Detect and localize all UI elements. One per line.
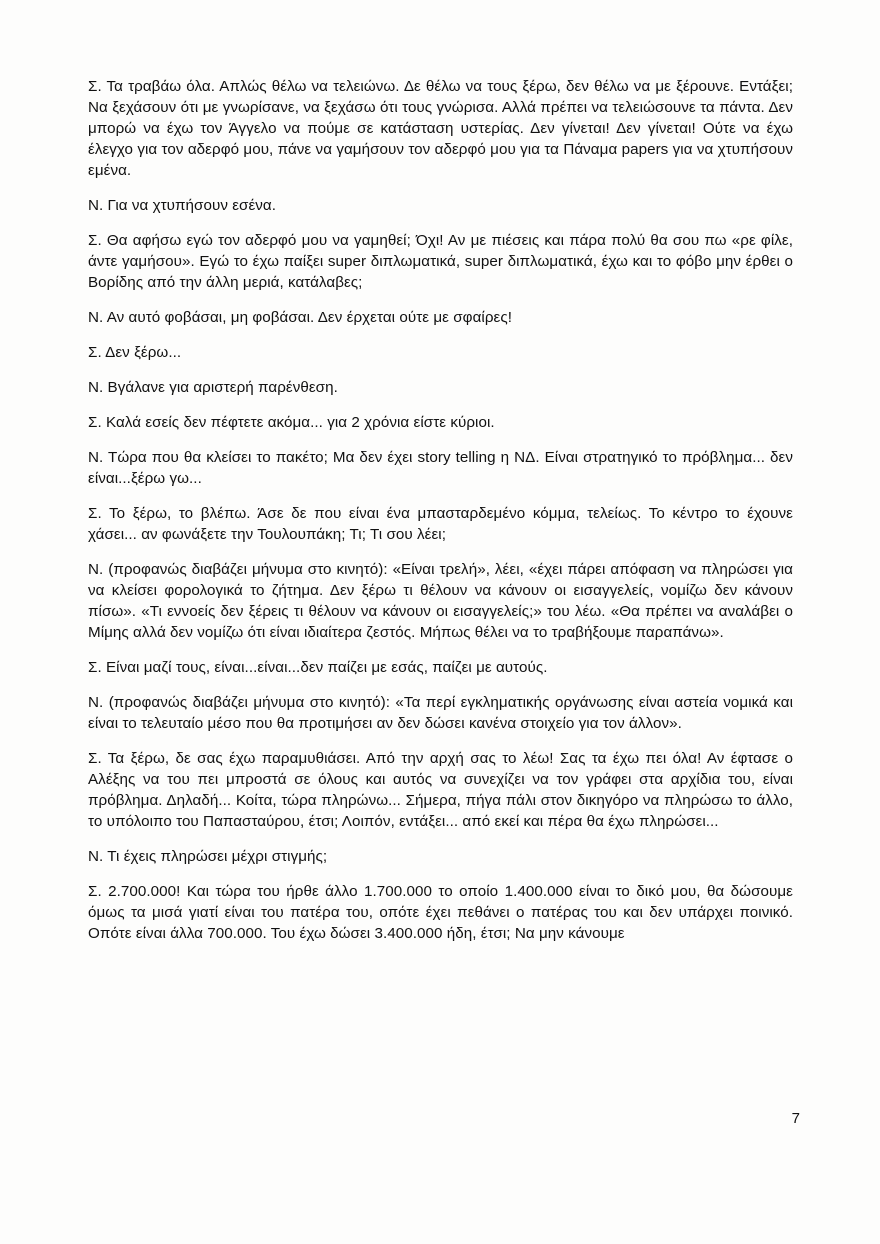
paragraph-1: Σ. Τα τραβάω όλα. Απλώς θέλω να τελειώνω. Δε θέλω να τους ξέρω, δεν θέλω να με ξέρουνε. Εντάξει; Να ξεχάσουν ότι με γνωρίσανε, να ξεχάσω ότι τους γνώρισα. Αλλά πρέπει να τελειώσουνε τα πάντα. Δεν μπορώ να έχω τον Άγγελο να πούμε σε κατάσταση υστερίας. Δεν γίνεται! Δεν γίνεται! Ούτε να έχω έλεγχο για τον αδερφό μου, πάνε να γαμήσουν τον αδερφό μου για τα Πάναμα papers για να χτυπήσουν εμένα. bbox=[88, 78, 793, 179]
paragraph-12: Ν. (προφανώς διαβάζει μήνυμα στο κινητό): «Τα περί εγκληματικής οργάνωσης είναι αστεία νομικά και είναι το τελευταίο μέσο που θα προτιμήσει αν δεν δώσει κανένα στοιχείο για τον άλλον». bbox=[88, 694, 793, 732]
paragraph-3: Σ. Θα αφήσω εγώ τον αδερφό μου να γαμηθεί; Όχι! Αν με πιέσεις και πάρα πολύ θα σου πω «ρε φίλε, άντε γαμήσου». Εγώ το έχω παίξει super διπλωματικά, super διπλωματικά, έχω και το φόβο μην έρθει ο Βορίδης από την άλλη μεριά, κατάλαβες; bbox=[88, 232, 793, 291]
paragraph-2: Ν. Για να χτυπήσουν εσένα. bbox=[88, 197, 277, 214]
paragraph-14: Ν. Τι έχεις πληρώσει μέχρι στιγμής; bbox=[88, 848, 328, 865]
paragraph-9: Σ. Το ξέρω, το βλέπω. Άσε δε που είναι ένα μπασταρδεμένο κόμμα, τελείως. Το κέντρο το έχουνε χάσει... αν φωνάξετε την Τουλουπάκη; Τι; Τι σου λέει; bbox=[88, 505, 793, 543]
paragraph-11: Σ. Είναι μαζί τους, είναι...είναι...δεν παίζει με εσάς, παίζει με αυτούς. bbox=[88, 659, 548, 676]
paragraph-6: Ν. Βγάλανε για αριστερή παρένθεση. bbox=[88, 379, 338, 396]
paragraph-10: Ν. (προφανώς διαβάζει μήνυμα στο κινητό): «Είναι τρελή», λέει, «έχει πάρει απόφαση να πληρώσει για να κλείσει φορολογικά το ζήτημα. Δεν ξέρω τι θέλουν να κάνουν οι εισαγγελείς, νομίζω δεν κάνουν πίσω». «Τι εννοείς δεν ξέρεις τι θέλουν να κάνουν οι εισαγγελείς;» του λέω. «Θα πρέπει να αναλάβει ο Μίμης αλλά δεν νομίζω ότι είναι ιδιαίτερα ζεστός. Μήπως θέλει να το τραβήξουμε παραπάνω». bbox=[88, 561, 793, 641]
paragraph-8: Ν. Τώρα που θα κλείσει το πακέτο; Μα δεν έχει story telling η ΝΔ. Είναι στρατηγικό το πρόβλημα... δεν είναι...ξέρω γω... bbox=[88, 449, 793, 487]
paragraph-7: Σ. Καλά εσείς δεν πέφτετε ακόμα... για 2 χρόνια είστε κύριοι. bbox=[88, 414, 495, 431]
paragraph-5: Σ. Δεν ξέρω... bbox=[88, 344, 182, 361]
transcript-body bbox=[88, 76, 793, 958]
paragraph-13: Σ. Τα ξέρω, δε σας έχω παραμυθιάσει. Από την αρχή σας το λέω! Σας τα έχω πει όλα! Αν έφτασε ο Αλέξης να του πει μπροστά σε όλους και αυτός να συνεχίζει να τον γράφει στα αρχίδια του, είναι πρόβλημα. Δηλαδή... Κοίτα, τώρα πληρώνω... Σήμερα, πήγα πάλι στον δικηγόρο να πληρώσω το άλλο, το υπόλοιπο του Παπασταύρου, έτσι; Λοιπόν, εντάξει... από εκεί και πέρα θα έχω πληρώσει... bbox=[88, 750, 793, 830]
paragraph-15: Σ. 2.700.000! Και τώρα του ήρθε άλλο 1.700.000 το οποίο 1.400.000 είναι το δικό μου, θα δώσουμε όμως τα μισά γιατί είναι του πατέρα του, οπότε έχει πεθάνει ο πατέρας του και δεν υπάρχει ποινικό. Οπότε είναι άλλα 700.000. Του έχω δώσει 3.400.000 ήδη, έτσι; Να μην κάνουμε bbox=[88, 883, 793, 942]
page-number: 7 bbox=[791, 1110, 800, 1127]
paragraph-4: Ν. Αν αυτό φοβάσαι, μη φοβάσαι. Δεν έρχεται ούτε με σφαίρες! bbox=[88, 309, 512, 326]
